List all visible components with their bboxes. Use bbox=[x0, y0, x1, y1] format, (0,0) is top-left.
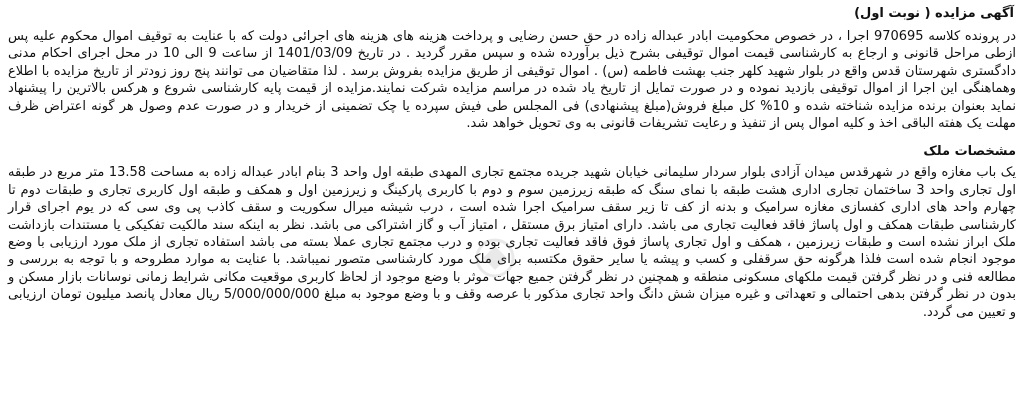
notice-title: آگهی مزایده ( نوبت اول) bbox=[854, 6, 1014, 21]
property-specs-paragraph: یک باب مغازه واقع در شهرقدس میدان آزادی بلوار سردار سلیمانی خیابان شهید جریده مجتمع تجاری المهدی طبقه اول واحد 3 بنام ابادر عبداله زاده به مساحت 13.58 متر مربع در طبقه اول تجاری واحد 3 ساختمان تجاری اداری هشت طبقه با نمای سنگ که طبقه زیرزمین سوم و دوم با کاربری پارکینگ و زیرزمین اول و همکف و طبقه اول کاربری تجاری و طبقات دوم تا چهارم واحد های اداری کفسازی مغازه سرامیک و بدنه از کف تا زیر سقف سرامیک اجرا شده است ، درب شیشه میرال سکوریت و سقف کاذب پی وی سی که در یوم اجرای قرار کارشناسی طبقات همکف و اول پاساژ فاقد فعالیت تجاری می باشد. دارای امتیاز برق مستقل ، امتیاز آب و گاز اشتراکی می باشد. نظر به اینکه سند مالکیت تفکیکی یا مستندات بازداشت ملک ابراز نشده است و طبقات زیرزمین ، همکف و اول تجاری پاساژ فوق فاقد فعالیت تجاری بوده و درب مجتمع تجاری عملا بسته می باشد استفاده تجاری از ملک مورد ارزیابی با وضع موجود انجام شده است فلذا هرگونه حق سرقفلی و کسب و پیشه یا سایر حقوق مکتسبه برای ملک مورد کارشناسی متصور نمیباشد. با عنایت به موارد مطروحه و با توجه به بررسی و مطالعه فنی و در نظر گرفتن قیمت ملکهای مسکونی منطقه و همچنین در نظر گرفتن جمیع جهات موثر با وضع موجود از لحاظ کاربری موقعیت مکانی شرایط زمانی نوسانات بازار مسکن و بدون در نظر گرفتن بدهی احتمالی و تعهداتی و غیره میزان شش دانگ واحد تجاری مذکور با عرصه وقف و با وضع موجود به مبلغ 5/000/000/000 ریال معادل پانصد میلیون تومان ارزیابی و تعیین می گردد. bbox=[8, 165, 1017, 320]
notice-body-paragraph: در پرونده کلاسه 970695 اجرا ، در خصوص محکومیت ابادر عبداله زاده در حق حسن رضایی و پرداخت هزینه های هزینه های اجرائی دولت که با عنایت به توقیف اموال محکوم علیه پس ازطی مراحل قانونی و ارجاع به کارشناسی قیمت اموال توقیفی بشرح ذیل برآورده شده و سپس مقرر گردید . در تاریخ 1401/03/09 از ساعت 9 الی 10 در محل اجرای احکام مدنی دادگستری شهرستان قدس واقع در بلوار شهید کلهر جنب بهشت فاطمه (س) . اموال توقیفی از طریق مزایده بفروش برسد . لذا متقاضیان می توانند پنج روز زودتر از تاریخ مزایده با اطلاع وهماهنگی این اجرا از اموال توقیفی بازدید نموده و در صورت تمایل از تاریخ یاد شده در مراسم مزایده شرکت نمایند.مزایده از قیمت پایه کارشناسی شروع و هرکس بالاترین را پیشنهاد نماید بعنوان برنده مزایده شناخته شده و 10% کل مبلغ فروش(مبلغ پیشنهادی) فی المجلس طی فیش سپرده یا چک تضمینی از خریدار و در صورت عدم وصول هر گونه اعتراض ظرف مهلت یک هفته الباقی اخذ و کلیه اموال پس از تنفیذ و رعایت تشریفات قانونی به وی تحویل خواهد شد. bbox=[8, 29, 1016, 132]
property-specs-heading: مشخصات ملک bbox=[923, 144, 1016, 160]
